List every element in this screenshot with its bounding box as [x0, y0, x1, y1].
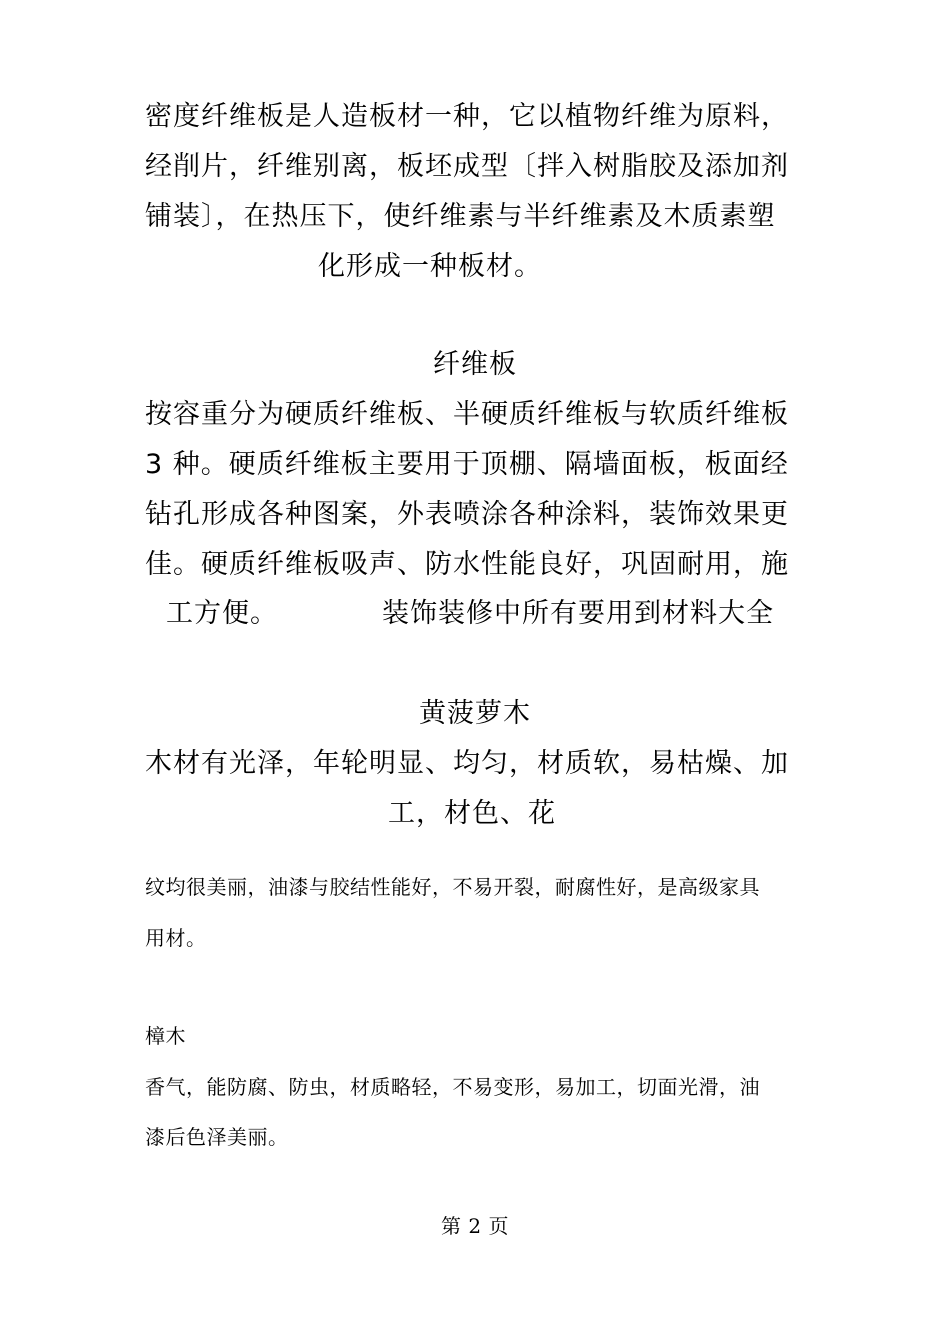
- paragraph-line: 经削片，纤维别离，板坯成型〔拌入树脂胶及添加剂: [145, 151, 789, 182]
- paragraph-line: 化形成一种板材。: [318, 251, 542, 282]
- paragraph-line: 按容重分为硬质纤维板、半硬质纤维板与软质纤维板: [145, 399, 789, 430]
- paragraph-line: 工，材色、花: [388, 798, 556, 829]
- paragraph-line: 钻孔形成各种图案，外表喷涂各种涂料，装饰效果更: [145, 499, 789, 530]
- section-title: 黄菠萝木: [419, 698, 531, 729]
- paragraph-line: 漆后色泽美丽。: [145, 1125, 289, 1149]
- paragraph-line: 工方便。: [166, 598, 278, 629]
- paragraph-line: 纹均很美丽，油漆与胶结性能好，不易开裂，耐腐性好，是高级家具: [145, 875, 760, 899]
- paragraph-line: 3 种。硬质纤维板主要用于顶棚、隔墙面板，板面经: [145, 449, 789, 480]
- paragraph-line: 用材。: [145, 926, 207, 950]
- paragraph-line: 装饰装修中所有要用到材料大全: [382, 598, 774, 629]
- page-number: 第 2 页: [441, 1214, 509, 1238]
- paragraph-line: 香气，能防腐、防虫，材质略轻，不易变形，易加工，切面光滑，油: [145, 1075, 760, 1099]
- section-title: 纤维板: [433, 349, 517, 380]
- paragraph-line: 木材有光泽，年轮明显、均匀，材质软，易枯燥、加: [145, 748, 789, 779]
- section-title: 樟木: [145, 1024, 186, 1048]
- paragraph-line: 佳。硬质纤维板吸声、防水性能良好，巩固耐用，施: [145, 549, 789, 580]
- paragraph-line: 密度纤维板是人造板材一种，它以植物纤维为原料，: [145, 101, 789, 132]
- paragraph-line: 铺装〕，在热压下，使纤维素与半纤维素及木质素塑: [145, 201, 776, 232]
